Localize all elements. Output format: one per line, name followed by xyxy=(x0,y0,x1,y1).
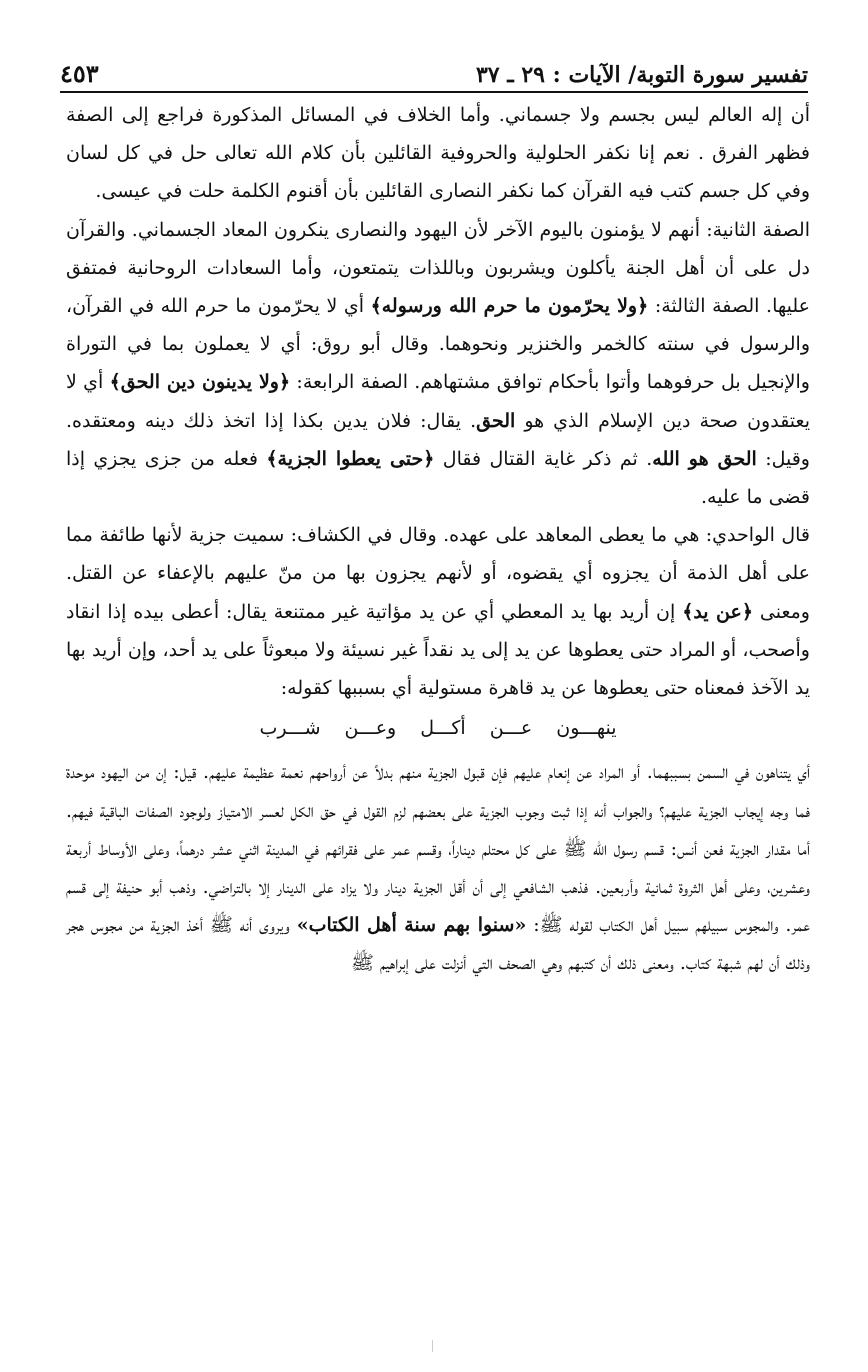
text-paragraph xyxy=(66,96,810,211)
running-title: تفسير سورة التوبة/ الآيات : ٢٩ ـ ٣٧ xyxy=(475,62,808,88)
paragraph-text: ويروى أنه ﷺ أخذ الجزية من مجوس هجر وذلك أن لهم شبهة كتاب. ومعنى ذلك أن كتبهم وهي الصحف التي أنزلت على إبراهيم ﷺ xyxy=(66,914,810,975)
paragraph-text: إن أريد بها يد المعطي أي عن يد مؤاتية غير ممتنعة يقال: أعطى بيده إذا انقاد وأصحب، أو المراد حتى يعطوها عن يد إلى يد نقداً غير نسيئة ولا مبعوثاً على يد أحد، وإن أريد بها يد الآخذ فمعناه حتى يعطوها عن يد قاهرة مستولية أي بسببها كقوله: xyxy=(66,600,810,700)
quote-text: ﴿ولا يدينون دين الحق﴾ xyxy=(109,371,291,394)
paragraph-text: أي لا يحرّمون ما حرم الله في القرآن، والرسول في سنته كالخمر والخنزير ونحوهما. وقال أبو روق: أي لا يعملون بما في التوراة والإنجيل بل حرفوهما وأتوا بأحكام توافق مشتهاهم. الصفة الرابعة: xyxy=(66,295,810,394)
verse-line: ينهـــون عـــن أكـــل وعـــن شـــرب xyxy=(259,717,617,740)
main-text xyxy=(66,96,810,983)
paragraph-text: أي لا يعتقدون صحة دين الإسلام الذي هو xyxy=(66,371,810,432)
paragraph-text: . يقال: فلان يدين بكذا إذا اتخذ ذلك دينه ومعتقده. وقيل: xyxy=(66,409,810,470)
paragraph-text: الصفة الثانية: أنهم لا يؤمنون باليوم الآخر لأن اليهود والنصارى ينكرون المعاد الجسماني. والقرآن دل على أن أهل الجنة يأكلون ويشربون وباللذات يتمتعون، وأما السعادات الروحانية فمتفق عليها. الصفة الثالثة: xyxy=(66,218,810,318)
quote-text: «سنوا بهم سنة أهل الكتاب» xyxy=(296,914,527,937)
text-paragraph xyxy=(66,753,810,982)
text-paragraph xyxy=(66,211,810,517)
quote-text: الحق هو الله xyxy=(652,447,757,470)
paragraph-text: فعله من جزى يجزي إذا قضى ما عليه. xyxy=(66,447,810,509)
page-header xyxy=(60,44,808,88)
quote-text: ﴿حتى يعطوا الجزية﴾ xyxy=(266,447,435,470)
paragraph-text: أي يتناهون في السمن بسببهما. أو المراد عن إنعام عليهم فإن قبول الجزية منهم بدلاً عن أرواحهم نعمة عظيمة عليهم. قيل: إن من اليهود موحدة فما وجه إيجاب الجزية عليهم؟ والجواب أنه إذا ثبت وجوب الجزية على بعضهم لزم القول في حق الكل لعسر الامتياز ولوجود الصفات الباقية فيهم. أما مقدار الجزية فعن أنس: قسم رسول الله ﷺ على كل محتلم ديناراً، وقسم عمر على فقرائهم في المدينة اثني عشر درهماً، وعلى الأوساط أربعة وعشرين، وعلى أهل الثروة ثمانية وأربعين. فذهب الشافعي إلى أن أقل الجزية دينار ولا يزاد على الدينار إلا بالتراضي. وذهب أبو حنيفة إلى قسم عمر. والمجوس سبيلهم سبيل أهل الكتاب لقوله ﷺ: xyxy=(66,761,810,937)
page-number: ٤٥٣ xyxy=(60,59,99,88)
header-divider xyxy=(60,91,808,93)
paragraph-text: . ثم ذكر غاية القتال فقال xyxy=(434,447,653,470)
quote-text: الحق xyxy=(476,409,516,432)
paragraph-text: أن إله العالم ليس بجسم ولا جسماني. وأما الخلاف في المسائل المذكورة فراجع إلى الصفة فظهر الفرق . نعم إنا نكفر الحلولية والحروفية القائلين بأن كلام الله تعالى حل في كل لسان وفي كل جسم كتب فيه القرآن كما نكفر النصارى القائلين بأن أقنوم الكلمة حلت في عيسى. xyxy=(66,104,810,203)
quote-text: ﴿عن يد﴾ xyxy=(682,600,753,623)
quote-text: ﴿ولا يحرّمون ما حرم الله ورسوله﴾ xyxy=(370,295,649,318)
paragraph-text: قال الواحدي: هي ما يعطى المعاهد على عهده. وقال في الكشاف: سميت جزية لأنها طائفة مما على أهل الذمة أن يجزوه أي يقضوه، أو لأنهم يجزون بها من منّ عليهم بالإعفاء عن القتل. ومعنى xyxy=(66,524,810,623)
scan-mark xyxy=(432,1340,433,1352)
text-paragraph xyxy=(66,516,810,707)
